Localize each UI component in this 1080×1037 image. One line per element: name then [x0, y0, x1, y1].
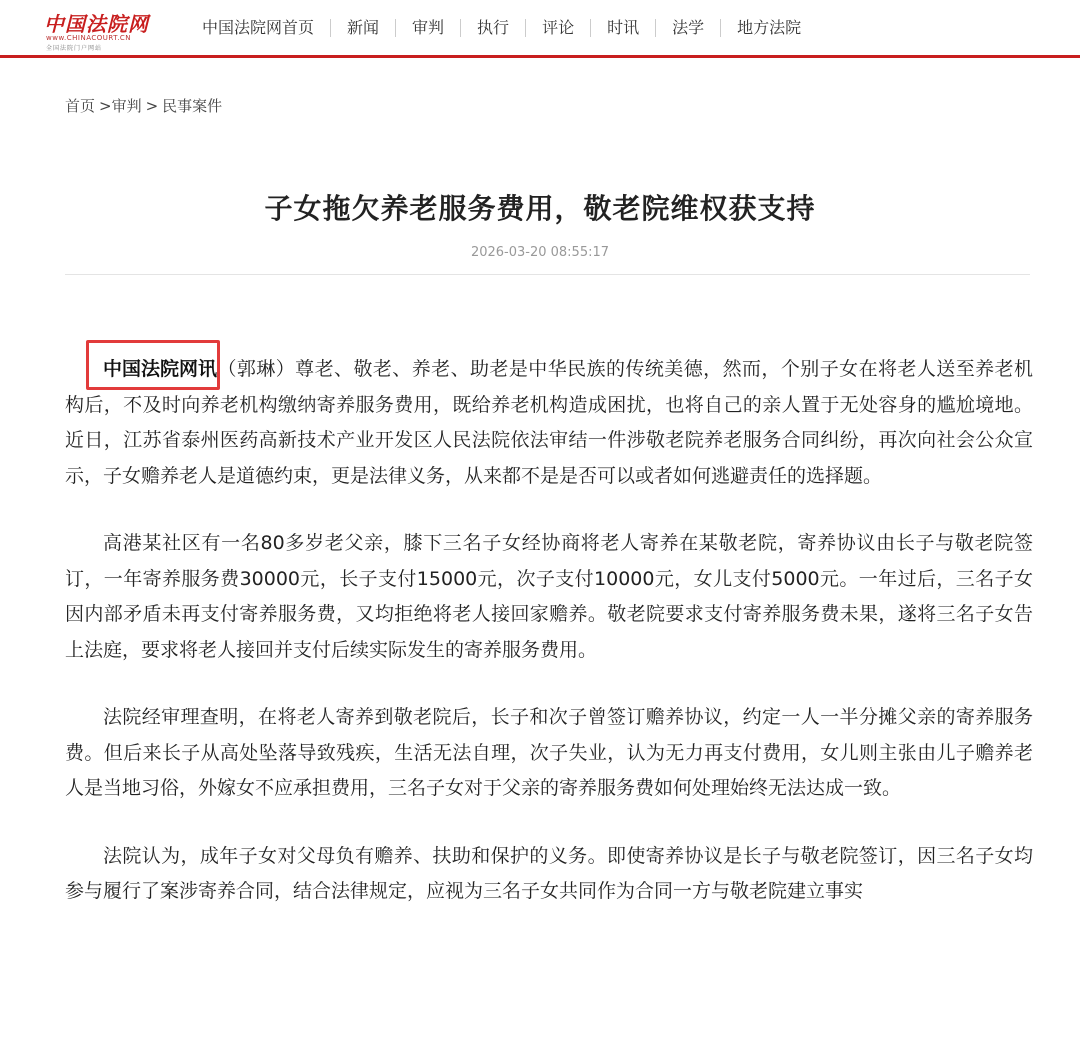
- breadcrumb-home[interactable]: 首页: [65, 97, 96, 115]
- title-divider: [65, 274, 1030, 275]
- paragraph-text: （郭琳）尊老、敬老、养老、助老是中华民族的传统美德，然而，个别子女在将老人送至养老机构后，不及时向养老机构缴纳寄养服务费用，既给养老机构造成困扰，也将自己的亲人置于无处容身的尴尬境地。近日，江苏省泰州医药高新技术产业开发区人民法院依法审结一件涉敬老院养老服务合同纠纷，再次向社会公众宣示，子女赡养老人是道德约束，更是法律义务，从来都不是是否可以或者如何逃避责任的选择题。: [65, 358, 1033, 487]
- logo-text: 中国法院网: [44, 12, 149, 36]
- breadcrumb: [65, 95, 226, 116]
- nav-local-courts[interactable]: 地方法院: [737, 18, 802, 37]
- site-logo[interactable]: [44, 8, 156, 52]
- article-paragraph: [65, 352, 1033, 494]
- breadcrumb-trial[interactable]: >审判: [99, 97, 142, 115]
- article-paragraph: 法院经审理查明，在将老人寄养到敬老院后，长子和次子曾签订赡养协议，约定一人一半分摊父亲的寄养服务费。但后来长子从高处坠落导致残疾，生活无法自理，次子失业，认为无力再支付费用，女儿则主张由儿子赡养老人是当地习俗，外嫁女不应承担费用，三名子女对于父亲的寄养服务费如何处理始终无法达成一致。: [65, 706, 1033, 799]
- article-source: [103, 352, 217, 388]
- source-label: 中国法院网讯: [103, 358, 218, 380]
- breadcrumb-separator: >: [145, 97, 159, 115]
- highlight-box: [86, 340, 220, 390]
- main-nav: [186, 18, 817, 38]
- site-header: [0, 0, 1080, 58]
- article-paragraph: 法院认为，成年子女对父母负有赡养、扶助和保护的义务。即使寄养协议是长子与敬老院签订，因三名子女均参与履行了案涉寄养合同，结合法律规定，应视为三名子女共同作为合同一方与敬老院建立事实: [65, 844, 1033, 902]
- logo-url: www.CHINACOURT.CN: [46, 34, 132, 42]
- nav-news[interactable]: 新闻: [347, 18, 380, 37]
- nav-enforcement[interactable]: 执行: [477, 18, 510, 37]
- nav-trial[interactable]: 审判: [412, 18, 445, 37]
- nav-home[interactable]: 中国法院网首页: [202, 18, 315, 37]
- nav-bulletins[interactable]: 时讯: [607, 18, 640, 37]
- logo-tagline: 全国法院门户网站: [46, 45, 103, 52]
- article-paragraph: 高港某社区有一名80多岁老父亲，膝下三名子女经协商将老人寄养在某敬老院，寄养协议由长子与敬老院签订，一年寄养服务费30000元，长子支付15000元，次子支付10000元，女儿支付5000元。一年过后，三名子女因内部矛盾未再支付寄养服务费，又均拒绝将老人接回家赡养。敬老院要求支付寄养服务费未果，遂将三名子女告上法庭，要求将老人接回并支付后续实际发生的寄养服务费用。: [65, 532, 1033, 661]
- breadcrumb-civil-cases[interactable]: 民事案件: [162, 97, 223, 115]
- nav-commentary[interactable]: 评论: [542, 18, 575, 37]
- article-body: [65, 352, 1033, 942]
- publish-date: 2026-03-20 08:55:17: [470, 245, 610, 260]
- nav-law-studies[interactable]: 法学: [672, 18, 705, 37]
- article-title: 子女拖欠养老服务费用，敬老院维权获支持: [264, 191, 816, 225]
